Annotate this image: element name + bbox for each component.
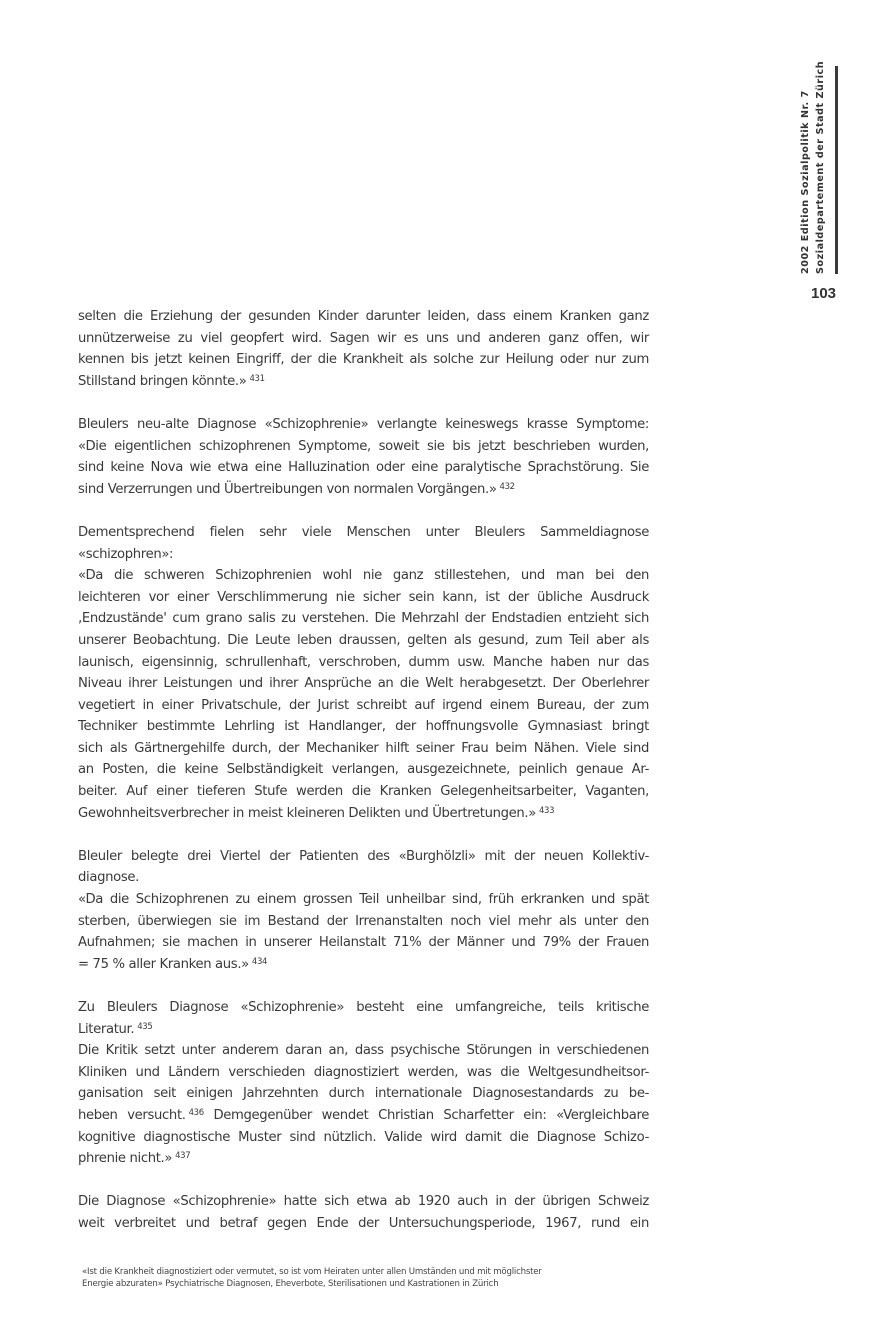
paragraph-quote-continuation [78, 306, 649, 392]
text-line [78, 803, 649, 825]
text-line: Die Diagnose «Schizophrenie» hatte sich etwa ab 1920 auch in der übrigen Schweiz [78, 1194, 649, 1210]
text-line: Dementsprechend fielen sehr viele Menschen unter Bleulers Sammeldiagnose [78, 524, 649, 540]
text-line: kognitive diagnostische Muster sind nützlich. Valide wird damit die Diagnose Schizo- [78, 1129, 649, 1145]
text-line-content: sind Verzerrungen und Übertreibungen von normalen Vorgängen.» [78, 481, 497, 497]
footnote-ref: 437 [175, 1151, 191, 1162]
paragraph-sammeldiagnose [78, 522, 649, 824]
text-line: ‚Endzustände' cum grano salis zu verstehen. Die Mehrzahl der Endstadien entzieht sich [78, 611, 649, 627]
text-line: selten die Erziehung der gesunden Kinder darunter leiden, dass einem Kranken ganz [78, 309, 649, 324]
text-line: Kliniken und Ländern verschieden diagnostiziert werden, was die Weltgesundheitsor- [78, 1064, 649, 1080]
paragraph-burgholzli [78, 846, 649, 976]
text-line: weit verbreitet und betraf gegen Ende der Untersuchungsperiode, 1967, rund ein [78, 1215, 649, 1231]
text-line: «Da die schweren Schizophrenien wohl nie ganz stillestehen, und man bei den [78, 568, 649, 584]
text-line: sind keine Nova wie etwa eine Halluzination oder eine paralytische Sprachstörung. Sie [78, 460, 649, 476]
footnote-ref: 434 [251, 956, 268, 967]
text-line-content: phrenie nicht.» [78, 1151, 173, 1167]
department-line: Sozialdepartement der Stadt Zürich [815, 60, 826, 274]
edition-line: 2002 Edition Sozialpolitik Nr. 7 [800, 90, 811, 274]
text-line: Techniker bestimmte Lehrling ist Handlanger, der hoffnungsvolle Gymnasiast bringt [78, 719, 649, 735]
text-line-content: Stillstand bringen könnte.» [78, 373, 247, 389]
text-line: «Die eigentlichen schizophrenen Symptome, soweit sie bis jetzt beschrieben wurden, [78, 438, 649, 454]
text-line: ganisation seit einigen Jahrzehnten durch internationale Diagnosestandards zu be- [78, 1086, 649, 1102]
running-header-vertical [798, 60, 838, 274]
text-line: unnützerweise zu viel geopfert wird. Sagen wir es uns und anderen ganz offen, wir [78, 330, 649, 346]
text-line: unserer Beobachtung. Die Leute leben draussen, gelten als gesund, zum Teil aber als [78, 632, 649, 648]
footer-title-line-1: «Ist die Krankheit diagnostiziert oder vermutet, so ist vom Heiraten unter allen Umständen und mit möglichster [82, 1267, 542, 1277]
text-line: sterben, überwiegen sie im Bestand der Irrenanstalten noch viel mehr als unter den [78, 913, 649, 929]
running-footer [82, 1266, 682, 1290]
footnote-ref: 433 [538, 805, 555, 816]
text-line: diagnose. [78, 870, 139, 886]
body-text [78, 306, 649, 1256]
publication-info [798, 60, 834, 274]
footnote-ref: 436 [188, 1107, 204, 1118]
text-line [78, 1148, 649, 1170]
text-line [78, 479, 649, 501]
text-line: Aufnahmen; sie machen in unserer Heilanstalt 71% der Männer und 79% der Frauen [78, 935, 649, 951]
text-line: Bleuler belegte drei Viertel der Patienten des «Burghölzli» mit der neuen Kollektiv- [78, 848, 649, 864]
sidebar-rule [835, 66, 838, 274]
footnote-ref: 431 [249, 373, 265, 384]
text-line: an Posten, die keine Selbständigkeit verlangen, ausgezeichnete, peinlich genaue Ar- [78, 762, 649, 778]
text-line-content: = 75 % aller Kranken aus.» [78, 956, 249, 972]
text-line-content: Demgegenüber wendet Christian Scharfetter ein: «Vergleichbare [213, 1107, 649, 1123]
text-line-content: Gewohnheitsverbrecher in meist kleineren Delikten und Übertretungen.» [78, 805, 536, 821]
footnote-ref: 432 [499, 481, 515, 492]
text-line [78, 954, 649, 976]
text-line: leichteren vor einer Verschlimmerung nie sicher sein kann, ist der übliche Ausdruck [78, 589, 649, 605]
text-line [78, 1105, 649, 1127]
text-line: Zu Bleulers Diagnose «Schizophrenie» besteht eine umfangreiche, teils kritische [78, 1000, 649, 1015]
page-number: 103 [811, 285, 837, 302]
text-line: kennen bis jetzt keinen Eingriff, der die Krankheit als solche zur Heilung oder nur zum [78, 352, 649, 368]
text-line-content: Literatur. [78, 1021, 135, 1037]
text-line-content: heben versucht. [78, 1107, 186, 1123]
text-line [78, 371, 649, 393]
footer-title-line-2: Energie abzuraten» Psychiatrische Diagnosen, Eheverbote, Sterilisationen und Kastrationen in Zürich [82, 1279, 499, 1289]
text-line: beiter. Auf einer tieferen Stufe werden die Kranken Gelegenheitsarbeiter, Vaganten, [78, 784, 649, 800]
text-line: «schizophren»: [78, 546, 174, 562]
paragraph-literature-critique [78, 997, 649, 1170]
text-line: vegetiert in einer Privatschule, der Jurist schreibt auf irgend einem Bureau, der zum [78, 697, 649, 713]
paragraph-bleuler-diagnosis [78, 414, 649, 500]
text-line: sich als Gärtnergehilfe durch, der Mechaniker hilft seiner Frau beim Nähen. Viele sind [78, 740, 649, 756]
text-line: launisch, eigensinnig, schrullenhaft, verschroben, dumm usw. Manche haben nur das [78, 654, 649, 670]
text-line: «Da die Schizophrenen zu einem grossen Teil unheilbar sind, früh erkranken und spät [78, 892, 649, 908]
text-line [78, 1019, 649, 1041]
text-line: Bleulers neu-alte Diagnose «Schizophrenie» verlangte keineswegs krasse Symptome: [78, 416, 649, 432]
paragraph-switzerland-spread [78, 1191, 649, 1234]
text-line: Die Kritik setzt unter anderem daran an, dass psychische Störungen in verschiedenen [78, 1043, 649, 1059]
footnote-ref: 435 [137, 1021, 153, 1032]
text-line: Niveau ihrer Leistungen und ihrer Ansprüche an die Welt herabgesetzt. Der Oberlehrer [78, 676, 649, 692]
